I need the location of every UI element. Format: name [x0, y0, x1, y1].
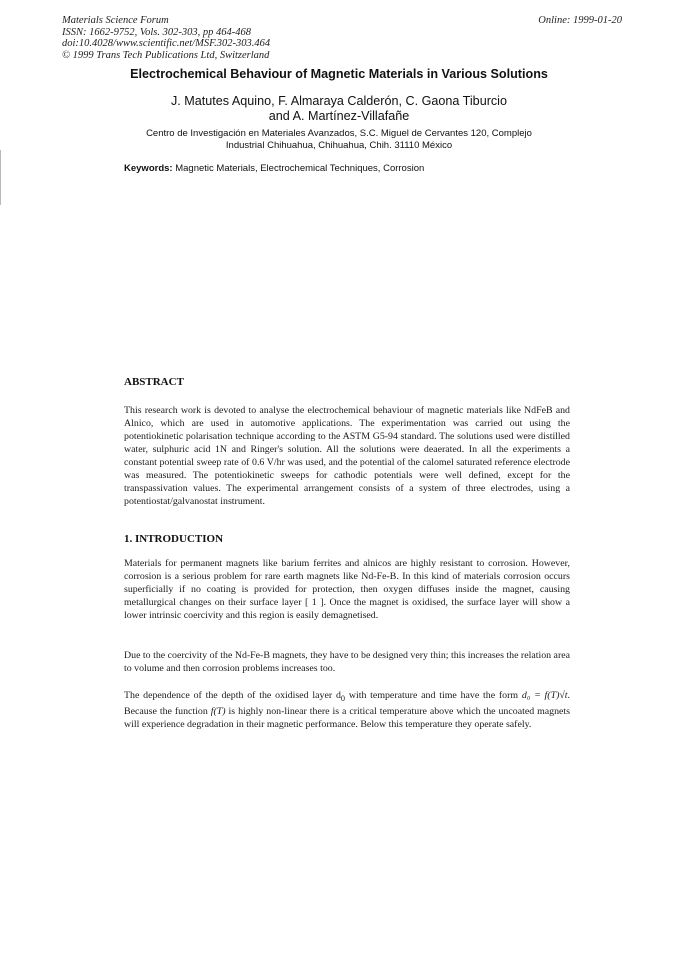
doi-line: doi:10.4028/www.scientific.net/MSF.302-303.464: [62, 38, 271, 49]
abstract-heading: ABSTRACT: [124, 376, 184, 388]
authors-line-1: J. Matutes Aquino, F. Almaraya Calderón, C. Gaona Tiburcio: [170, 94, 507, 108]
para3-text-b: with temperature and time have the form: [345, 690, 519, 701]
affiliation: [0, 128, 678, 152]
authors-line-2: and A. Martínez-Villafañe: [268, 109, 410, 123]
paper-title: Electrochemical Behaviour of Magnetic Materials in Various Solutions: [130, 67, 548, 81]
introduction-paragraph-2: Due to the coercivity of the Nd-Fe-B magnets, they have to be designed very thin; this increases the relation area to volume and then corrosion problems increases too.: [124, 650, 570, 674]
oxidation-depth-formula: d₀ = f(T)√t: [521, 690, 568, 701]
issn-line: ISSN: 1662-9752, Vols. 302-303, pp 464-468: [62, 26, 251, 38]
copyright-line: © 1999 Trans Tech Publications Ltd, Switzerland: [62, 49, 270, 61]
scan-edge-mark: [0, 150, 1, 205]
affiliation-line-2: Industrial Chihuahua, Chihuahua, Chih. 31110 México: [225, 140, 453, 151]
online-date: Online: 1999-01-20: [538, 15, 622, 26]
para3-text-d: is highly non-linear there is a critical temperature above which the uncoated magnets will experience degradation in their magnetic performance. Below this temperature they operate safely.: [124, 705, 571, 730]
journal-name: Materials Science Forum: [62, 15, 169, 26]
introduction-paragraph-1: Materials for permanent magnets like barium ferrites and alnicos are highly resistant to corrosion. However, corrosion is a serious problem for rare earth magnets like Nd-Fe-B. In this kind of materials corrosion occurs superficially if no coating is provided for protection, then oxygen diffuses inside the magnet, causing metallurgical changes on their surface layer [ 1 ]. Once the magnet is oxidised, the surface layer will show a lower intrinsic coercivity and this region is easily demagnetised.: [124, 558, 570, 621]
function-ft: f(T): [210, 705, 226, 717]
keywords-list: Magnetic Materials, Electrochemical Techniques, Corrosion: [175, 163, 425, 174]
affiliation-line-1: Centro de Investigación en Materiales Avanzados, S.C. Miguel de Cervantes 120, Complejo: [146, 128, 532, 139]
abstract-text: This research work is devoted to analyse the electrochemical behaviour of magnetic materials like NdFeB and Alnico, which are used in automotive applications. The experimentation was carried out using the potentiokinetic polarisation technique according to the ASTM G5-94 standard. The solutions used were distilled water, sulphuric acid 1N and Ringer's solution. All the solutions were deaerated. In all the experiments a constant potential sweep rate of 0.6 V/hr was used, and the potential of the calomel saturated reference electrode was measured. The potentiokinetic sweeps for cathodic potentials were well defined, except for the transpassivation values. The experimental arrangement consists of a system of three electrodes, using a potentiostat/galvanostat instrument.: [124, 405, 570, 507]
para3-subscript: 0: [340, 693, 346, 703]
keywords-line: [124, 163, 424, 174]
introduction-paragraph-3: [124, 689, 570, 731]
para3-text-c: . Because the function: [124, 690, 571, 717]
para3-text-a: The dependence of the depth of the oxidised layer d: [124, 690, 341, 701]
author-list: [0, 94, 678, 124]
keywords-label: Keywords:: [124, 163, 173, 174]
introduction-heading: 1. INTRODUCTION: [124, 533, 224, 545]
